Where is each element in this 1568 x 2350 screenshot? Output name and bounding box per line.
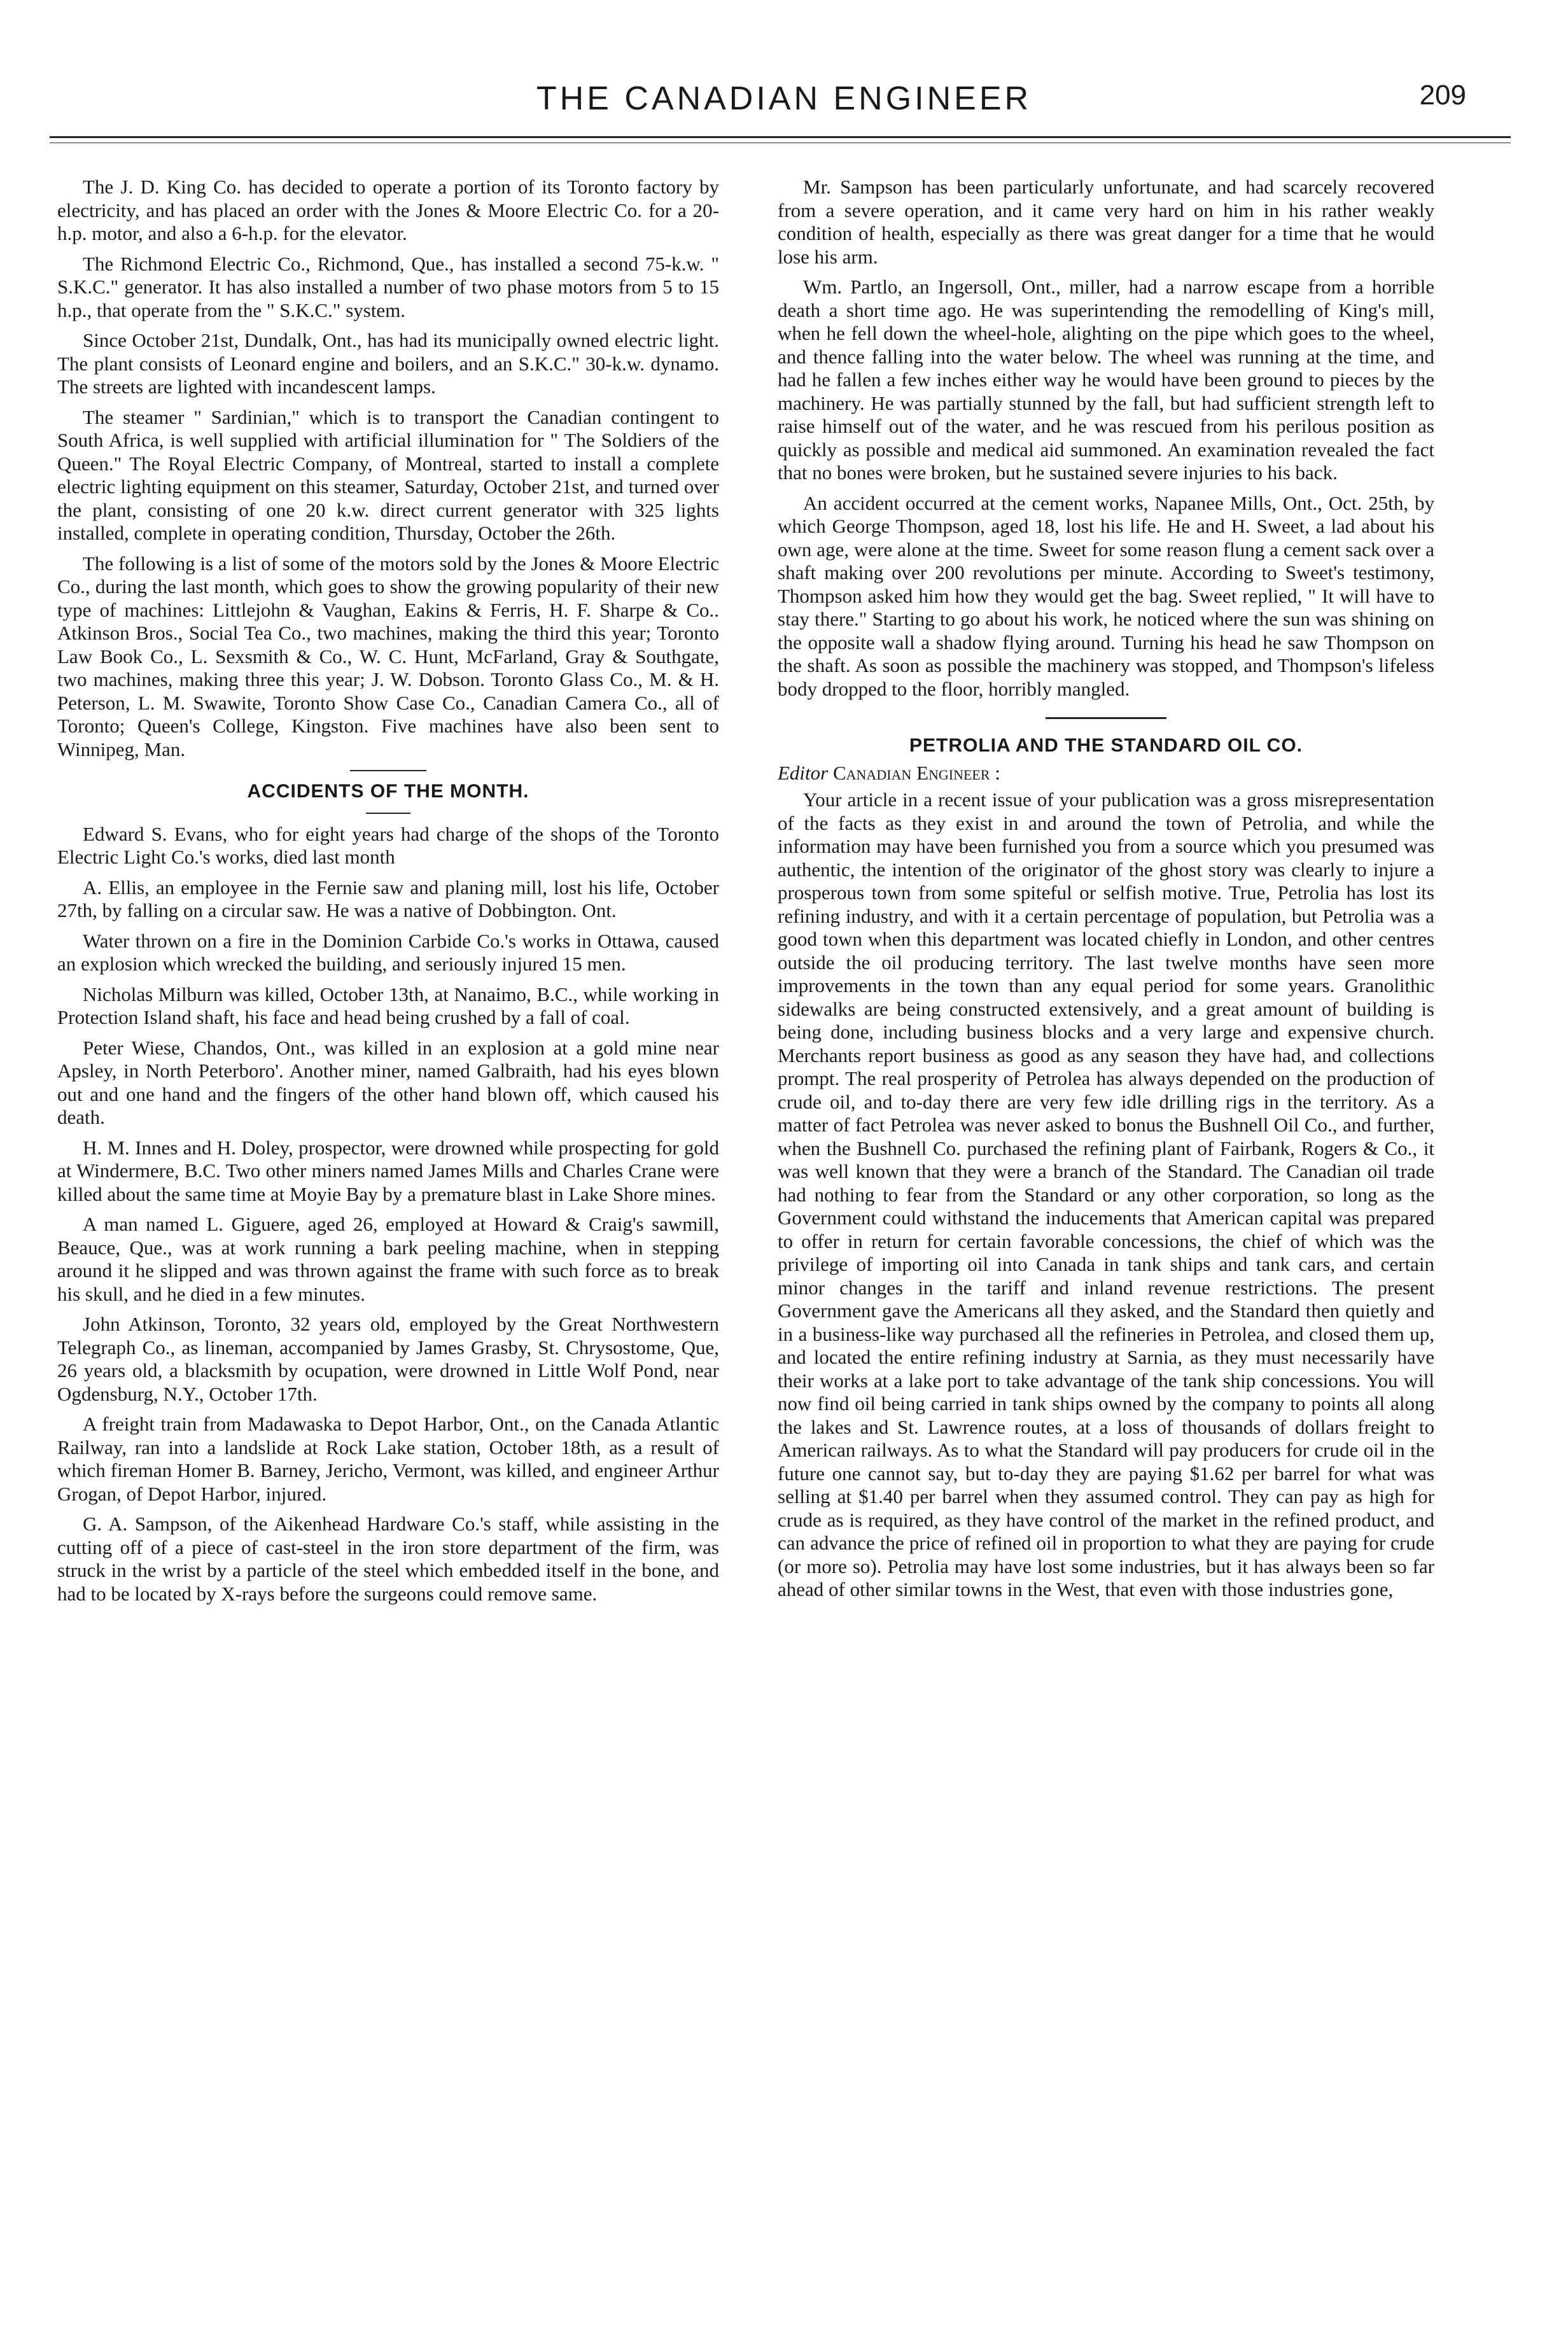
heading-underline — [366, 813, 410, 814]
letter-paragraph: Your article in a recent issue of your publication was a gross misrepresentation of the facts as they exist in and around the town of Petrolia, and while the information may have been furnished you from a source which you presumed was authentic, the intention of the originator of the ghost story was clearly to injure a prosperous town from some spiteful or selfish motive. True, Petrolia has lost its refining industry, and with it a certain percentage of population, but Petrolia was a good town when this department was located chiefly in London, and other centres outside the oil producing territory. The last twelve months have seen more improvements in the town than any equal period for some years. Granolithic sidewalks are being constructed extensively, and a great amount of building is being done, including business blocks and a very large and expensive church. Merchants report business as good as any season they have had, and collections prompt. The real prosperity of Petrolea has always depended on the production of crude oil, and to-day there are very few idle drilling rigs in the territory. As a matter of fact Petrolea was never asked to bonus the Bushnell Oil Co., and further, when the Bushnell Co. purchased the refining plant of Fairbank, Rogers & Co., it was well known that they were a branch of the Standard. The Canadian oil trade had nothing to fear from the Standard or any other corporation, so long as the Government could withstand the inducements that American capital was prepared to offer in return for certain favorable concessions, the chief of which was the privilege of importing oil into Canada in tank ships and tank cars, and certain minor changes in the tariff and inland revenue restrictions. The present Government gave the Americans all they asked, and the Standard then quietly and in a business-like way purchased all the refineries in Petrolea, and closed them up, and located the entire refining industry at Sarnia, as they must necessarily have their works at a lake port to take advantage of the tank ship concessions. You will now find oil being carried in tank ships owned by the company to points all along the lakes and St. Lawrence routes, at a loss of thousands of dollars freight to American railways. As to what the Standard will pay producers for crude oil in the future one cannot say, but to-day they are paying $1.62 per barrel for what was selling at $1.40 per barrel when they assumed control. They can pay as high for crude as is required, as they have control of the market in the refined product, and can advance the price of refined oil in proportion to what they are paying for crude (or more so). Petrolia may have lost some industries, but it has always been so far ahead of other similar towns in the West, that even with those industries gone, — [778, 788, 1434, 1600]
byline-name: Canadian Engineer : — [832, 761, 1000, 784]
accident-paragraph: A man named L. Giguere, aged 26, employed at Howard & Craig's sawmill, Beauce, Que., was at work running a bark peeling machine, when in stepping around it he slipped and was thrown against the frame with such force as to break his skull, and he died in a few minutes. — [57, 1213, 719, 1305]
accident-paragraph: Peter Wiese, Chandos, Ont., was killed in an explosion at a gold mine near Apsley, in North Peterboro'. Another miner, named Galbraith, had his eyes blown out and one hand and the fingers of the other hand blown off, which caused his death. — [57, 1036, 719, 1128]
accident-paragraph: Water thrown on a fire in the Dominion Carbide Co.'s works in Ottawa, caused an explosion which wrecked the building, and seriously injured 15 men. — [57, 929, 719, 975]
section-heading-petrolia: PETROLIA AND THE STANDARD OIL CO. — [909, 735, 1303, 756]
page-header — [45, 80, 1523, 130]
section-divider — [1046, 717, 1166, 719]
letter-byline — [778, 762, 1434, 785]
section-divider — [350, 770, 426, 771]
header-rule — [50, 136, 1511, 138]
news-paragraph: The steamer " Sardinian," which is to transport the Canadian contingent to South Africa, is well supplied with artificial illumination for " The Soldiers of the Queen." The Royal Electric Company, of Montreal, started to install a complete electric lighting equipment on this steamer, Saturday, October 21st, and turned over the plant, consisting of one 20 k.w. direct current generator with 325 lights installed, complete in operating condition, Thursday, October the 26th. — [57, 405, 719, 544]
news-paragraph: Since October 21st, Dundalk, Ont., has had its municipally owned electric light. The plant consists of Leonard engine and boilers, and an S.K.C." 30-k.w. dynamo. The streets are lighted with incandescent lamps. — [57, 329, 719, 398]
accident-paragraph: Wm. Partlo, an Ingersoll, Ont., miller, had a narrow escape from a horrible death a short time ago. He was superintending the remodelling of King's mill, when he fell down the wheel-hole, alighting on the pipe which goes to the wheel, and thence falling into the water below. The wheel was running at the time, and had he fallen a few inches either way he would have been ground to pieces by the machinery. He was partially stunned by the fall, but had sufficient strength left to raise himself out of the water, and he was rescued from his perilous position as quickly as possible and medical aid summoned. An examination revealed the fact that no bones were broken, but he sustained severe injuries to his back. — [778, 276, 1434, 484]
news-paragraph: The Richmond Electric Co., Richmond, Que., has installed a second 75-k.w. " S.K.C." generator. It has also installed a number of two phase motors from 5 to 15 h.p., that operate from the " S.K.C." system. — [57, 252, 719, 321]
accident-paragraph: A freight train from Madawaska to Depot Harbor, Ont., on the Canada Atlantic Railway, ran into a landslide at Rock Lake station, October 18th, as a result of which fireman Homer B. Barney, Jericho, Vermont, was killed, and engineer Arthur Grogan, of Depot Harbor, injured. — [57, 1413, 719, 1505]
accident-paragraph: G. A. Sampson, of the Aikenhead Hardware Co.'s staff, while assisting in the cutting off of a piece of cast-steel in the iron store department of the firm, was struck in the wrist by a particle of the steel which embedded itself in the bone, and had to be located by X-rays before the surgeons could remove same. — [57, 1513, 719, 1605]
accident-paragraph: Edward S. Evans, who for eight years had charge of the shops of the Toronto Electric Light Co.'s works, died last month — [57, 822, 719, 868]
right-column — [778, 176, 1434, 2312]
accident-paragraph: Nicholas Milburn was killed, October 13th, at Nanaimo, B.C., while working in Protection Island shaft, his face and head being crushed by a fall of coal. — [57, 983, 719, 1028]
accident-paragraph: H. M. Innes and H. Doley, prospector, were drowned while prospecting for gold at Windermere, B.C. Two other miners named James Mills and Charles Crane were killed about the same time at Moyie Bay by a premature blast in Lake Shore mines. — [57, 1136, 719, 1205]
left-column — [57, 176, 719, 2312]
accident-paragraph: Mr. Sampson has been particularly unfortunate, and had scarcely recovered from a severe operation, and it came very hard on him in his rather weakly condition of health, especially as there was great danger for a time that he would lose his arm. — [778, 176, 1434, 268]
accident-paragraph: An accident occurred at the cement works, Napanee Mills, Ont., Oct. 25th, by which George Thompson, aged 18, lost his life. He and H. Sweet, a lad about his own age, were alone at the time. Sweet for some reason flung a cement sack over a shaft making over 200 revolutions per minute. According to Sweet's testimony, Thompson asked him how they would get the bag. Sweet replied, " It will have to stay there." Starting to go about his work, he noticed where the sun was shining on the opposite wall a shadow flying around. Turning his head he saw Thompson on the shaft. As soon as possible the machinery was stopped, and Thompson's lifeless body dropped to the floor, horribly mangled. — [778, 491, 1434, 700]
accident-paragraph: John Atkinson, Toronto, 32 years old, employed by the Great Northwestern Telegraph Co., as lineman, accompanied by James Grasby, St. Chrysostome, Que, 26 years old, a blacksmith by ocupation, were drowned in Little Wolf Pond, near Ogdensburg, N.Y., October 17th. — [57, 1313, 719, 1405]
byline-prefix: Editor — [778, 761, 829, 784]
news-paragraph: The J. D. King Co. has decided to operate a portion of its Toronto factory by electricity, and has placed an order with the Jones & Moore Electric Co. for a 20-h.p. motor, and also a 6-h.p. for the elevator. — [57, 176, 719, 244]
journal-title: THE CANADIAN ENGINEER — [536, 80, 1032, 117]
page-number: 209 — [1419, 80, 1466, 111]
section-heading-accidents: ACCIDENTS OF THE MONTH. — [247, 781, 529, 802]
accident-paragraph: A. Ellis, an employee in the Fernie saw and planing mill, lost his life, October 27th, by falling on a circular saw. He was a native of Dobbington. Ont. — [57, 876, 719, 921]
news-paragraph: The following is a list of some of the motors sold by the Jones & Moore Electric Co., during the last month, which goes to show the growing popularity of their new type of machines: Littlejohn & Vaughan, Eakins & Ferris, H. F. Sharpe & Co.. Atkinson Bros., Social Tea Co., two machines, making the third this year; Toronto Law Book Co., L. Sexsmith & Co., W. C. Hunt, McFarland, Gray & Southgate, two machines, making three this year; J. W. Dobson. Toronto Glass Co., M. & H. Peterson, L. M. Swawite, Toronto Show Case Co., Canadian Camera Co., all of Toronto; Queen's College, Kingston. Five machines have also been sent to Winnipeg, Man. — [57, 552, 719, 760]
